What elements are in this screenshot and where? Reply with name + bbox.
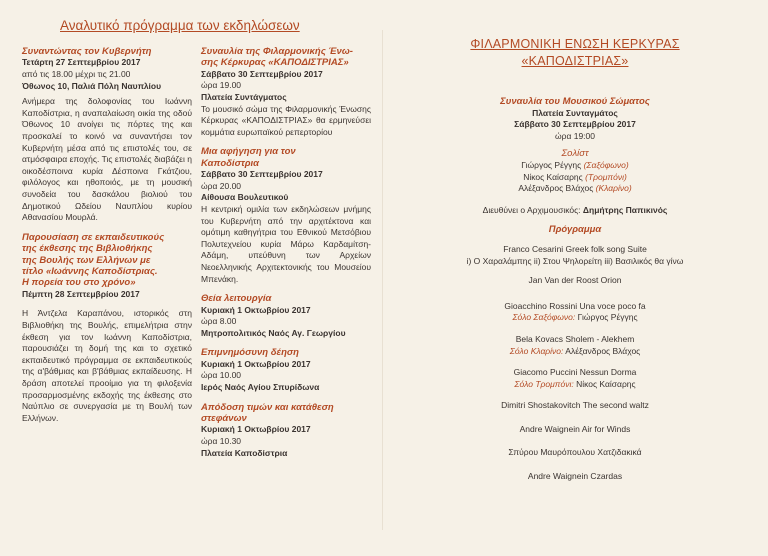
event-place: Ιερός Ναός Αγίου Σπυρίδωνα: [201, 381, 320, 392]
program-item: Gioacchino Rossini Una voce poco fa Σόλο Σαξόφωνο: Γιώργος Ρέγγης: [504, 300, 646, 323]
event-date: Κυριακή 1 Οκτωβρίου 2017: [201, 358, 311, 369]
program-item: Σπύρου Μαυρόπουλου Χατζιδακικά: [508, 447, 642, 458]
event-place: Πλατεία Καποδίστρια: [201, 447, 288, 458]
program-item: Andre Waignein Czardas: [527, 471, 623, 482]
program-item: Bela Kovacs Sholem - Alekhem Σόλο Κλαρίνο: Αλέξανδρος Βλάχος: [509, 333, 641, 356]
program-item: Dimitri Shostakovitch The second waltz: [501, 400, 649, 411]
event-date: Κυριακή 1 Οκτωβρίου 2017: [201, 424, 311, 435]
concert-title: Συναυλία του Μουσικού Σώματος: [500, 96, 650, 107]
organization-title: ΦΙΛΑΡΜΟΝΙΚΗ ΕΝΩΣΗ ΚΕΡΚΥΡΑΣ «ΚΑΠΟΔΙΣΤΡΙΑΣ»: [470, 37, 680, 68]
soloist-row: Νίκος Καίσαρης (Τρομπόνι): [523, 171, 627, 182]
event-description: Το μουσικό σώμα της Φιλαρμονικής Ένωσης Κέρκυρας «ΚΑΠΟΔΙΣΤΡΙΑΣ» θα ερμηνεύσει κομμάτια ευρωπαϊκού ρεπερτορίου: [201, 103, 371, 137]
event-heading: Θεία λειτουργία: [201, 293, 272, 305]
concert-place: Πλατεία Συνταγμάτος: [532, 107, 618, 118]
concert-date: Σάββατο 30 Σεπτεμβρίου 2017: [514, 119, 636, 130]
concert-time: ώρα 19:00: [554, 130, 596, 141]
event-heading: Συναντώντας τον Κυβερνήτη: [22, 46, 152, 57]
event-time: ώρα 8.00: [201, 316, 237, 327]
event-place: Αίθουσα Βουλευτικού: [201, 192, 289, 203]
soloist-row: Αλέξανδρος Βλάχος (Κλαρίνο): [518, 183, 632, 194]
event-narration: [201, 146, 371, 285]
soloist-row: Γιώργος Ρέγγης (Σαξόφωνο): [521, 159, 629, 170]
event-exhibition-presentation: [22, 232, 192, 425]
event-time: ώρα 20.00: [201, 180, 242, 191]
event-heading: Παρουσίαση σε εκπαιδευτικούς της έκθεσης της Βιβλιοθήκης της Βουλής των Ελλήνων με τίτλο «Ιωάννης Καποδίστριας. Η πορεία του στο χρόνο»: [22, 231, 165, 289]
event-meeting-governor: [22, 46, 192, 224]
events-column-left: [22, 46, 192, 424]
events-column-middle: [201, 46, 371, 459]
program-heading: Πρόγραμμα: [548, 224, 602, 236]
program-item: Franco Cesarini Greek folk song Suite i) Ο Χαραλάμπης ii) Στου Ψηλορείτη iii) Βασιλικός θα γίνω: [466, 243, 684, 266]
event-place: Μητροπολιτικός Ναός Αγ. Γεωργίου: [201, 327, 346, 338]
event-wreath-laying: [201, 402, 371, 460]
conductor-line: Διευθύνει ο Αρχιμουσικός: Δημήτρης Παπικινός: [482, 204, 668, 215]
event-memorial: [201, 347, 371, 393]
program-item: Jan Van der Roost Orion: [528, 275, 622, 286]
event-date: Σάββατο 30 Σεπτεμβρίου 2017: [201, 169, 323, 180]
concert-program-column: [420, 36, 730, 483]
event-description: Ανήμερα της δολοφονίας του Ιωάννη Καποδίστρια, η αναπαλαίωση οικία της οδού Όθωνος 10 ανοίγει τις πόρτες της και προσκαλεί το κοινό να συναντήσει τον Κυβερνήτη μέσα από τις επιστολές του, σε ατμόσφαιρα εποχής. Τις επιστολές διαβάζει η οικοδέσποινα κυρία Δέσποινα Γκάτζιου, φιλόλογος και ηθοποιός, με τη μουσική συνοδεία του δασκάλου βιολιού του Δημοτικού Ωδείου Ναυπλίου κυρίου Αθανασίου Μουρλά.: [22, 96, 192, 223]
soloists-heading: Σολίστ: [561, 148, 589, 160]
event-time: ώρα 10.00: [201, 370, 242, 381]
page-title: Αναλυτικό πρόγραμμα των εκδηλώσεων: [60, 18, 300, 33]
program-item: Giacomo Puccini Nessun Dorma Σόλο Τρομπόνι: Νίκος Καίσαρης: [513, 367, 637, 389]
event-date: Πέμπτη 28 Σεπτεμβρίου 2017: [22, 288, 140, 299]
event-time: ώρα 10.30: [201, 435, 242, 446]
column-divider: [382, 30, 383, 530]
event-date: Τετάρτη 27 Σεπτεμβρίου 2017: [22, 57, 141, 68]
event-time: ώρα 19.00: [201, 80, 242, 91]
event-philharmonic-concert: [201, 46, 371, 138]
program-item: Andre Waignein Air for Winds: [519, 423, 631, 434]
event-place: Όθωνος 10, Παλιά Πόλη Ναυπλίου: [22, 80, 162, 91]
event-heading: Συναυλία της Φιλαρμονικής Ένω- σης Κέρκυρας «ΚΑΠΟΔΙΣΤΡΙΑΣ»: [201, 46, 353, 69]
event-date: Κυριακή 1 Οκτωβρίου 2017: [201, 304, 311, 315]
event-liturgy: [201, 293, 371, 339]
event-date: Σάββατο 30 Σεπτεμβρίου 2017: [201, 68, 323, 79]
event-heading: Επιμνημόσυνη δέηση: [201, 347, 299, 359]
event-description: Η Άντζελα Καραπάνου, ιστορικός στη Βιβλιοθήκη της Βουλής, επιμελήτρια στην έκθεση για τον Ιωάννη Καποδίστρια, παρουσιάζει τη δομή της και το σχετικό εκπαιδευτικό πρόγραμμα σε εκπαιδευτικούς της α'βάθμιας και β'βάθμιας εκπαίδευσης. Η δράση αποτελεί προοίμιο για τη φιλοξενία προσαρμοσμένης εκδοχής της έκθεσης στο Ναύπλιο σε συνεργασία με τη Βουλή των Ελλήνων.: [22, 308, 192, 423]
event-time: από τις 18.00 μέχρι τις 21.00: [22, 69, 131, 79]
event-description: Η κεντρική ομιλία των εκδηλώσεων μνήμης του Κυβερνήτη από την αρχιτέκτονα και ομότιμη καθηγήτρια του Εθνικού Μετσόβιου Πολυτεχνείου κυρία Μάρω Καρδαμίτση-Αδάμη, υπεύθυνη των Αρχείων Νεοελληνικής Αρχιτεκτονικής του Μουσείου Μπενάκη.: [201, 203, 371, 284]
event-heading: Μια αφήγηση για τον Καποδίστρια: [201, 146, 296, 169]
event-place: Πλατεία Συντάγματος: [201, 92, 287, 102]
event-heading: Απόδοση τιμών και κατάθεση στεφάνων: [201, 401, 334, 424]
